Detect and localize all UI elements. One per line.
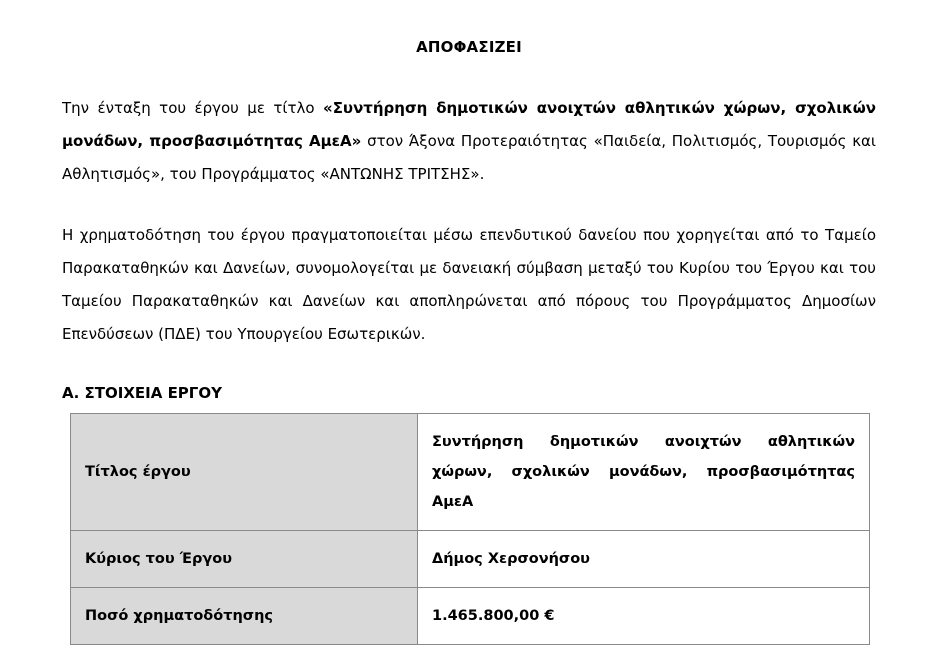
- table-row: [71, 531, 870, 588]
- paragraph-funding: Η χρηματοδότηση του έργου πραγματοποιείται μέσω επενδυτικού δανείου που χορηγείται από το Ταμείο Παρακαταθηκών και Δανείων, συνομολογείται με δανειακή σύμβαση μεταξύ του Κυρίου του Έργου και του Ταμείου Παρακαταθηκών και Δανείων και αποπληρώνεται από πόρους του Προγράμματος Δημοσίων Επενδύσεων (ΠΔΕ) του Υπουργείου Εσωτερικών.: [62, 226, 876, 343]
- page-title: ΑΠΟΦΑΣΙΖΕΙ: [416, 38, 522, 56]
- table-row: [71, 588, 870, 645]
- project-title-bold: «Συντήρηση δημοτικών ανοιχτών αθλητικών χώρων, σχολικών μονάδων, προσβασιμότητας ΑμεΑ»: [62, 99, 876, 150]
- project-details-table: [70, 413, 870, 645]
- table-cell-label: Ποσό χρηματοδότησης: [71, 588, 418, 645]
- table-cell-label: Κύριος του Έργου: [71, 531, 418, 588]
- table-row: [71, 414, 870, 531]
- paragraph-decision: [62, 92, 876, 191]
- table-cell-value: Συντήρηση δημοτικών ανοιχτών αθλητικών χώρων, σχολικών μονάδων, προσβασιμότητας ΑμεΑ: [418, 414, 870, 531]
- paragraph-decision-part2: στον Άξονα Προτεραιότητας «Παιδεία, Πολιτισμός, Τουρισμός και Αθλητισμός», του Προγράμματος «ΑΝΤΩΝΗΣ ΤΡΙΤΣΗΣ».: [62, 132, 877, 183]
- paragraph-decision-part1: Την ένταξη του έργου με τίτλο: [62, 99, 323, 117]
- section-heading-project-details: Α. ΣΤΟΙΧΕΙΑ ΕΡΓΟΥ: [62, 384, 222, 402]
- table-cell-value: Δήμος Χερσονήσου: [418, 531, 870, 588]
- table-cell-value: 1.465.800,00 €: [418, 588, 870, 645]
- table-cell-label: Τίτλος έργου: [71, 414, 418, 531]
- document-page: [0, 38, 938, 651]
